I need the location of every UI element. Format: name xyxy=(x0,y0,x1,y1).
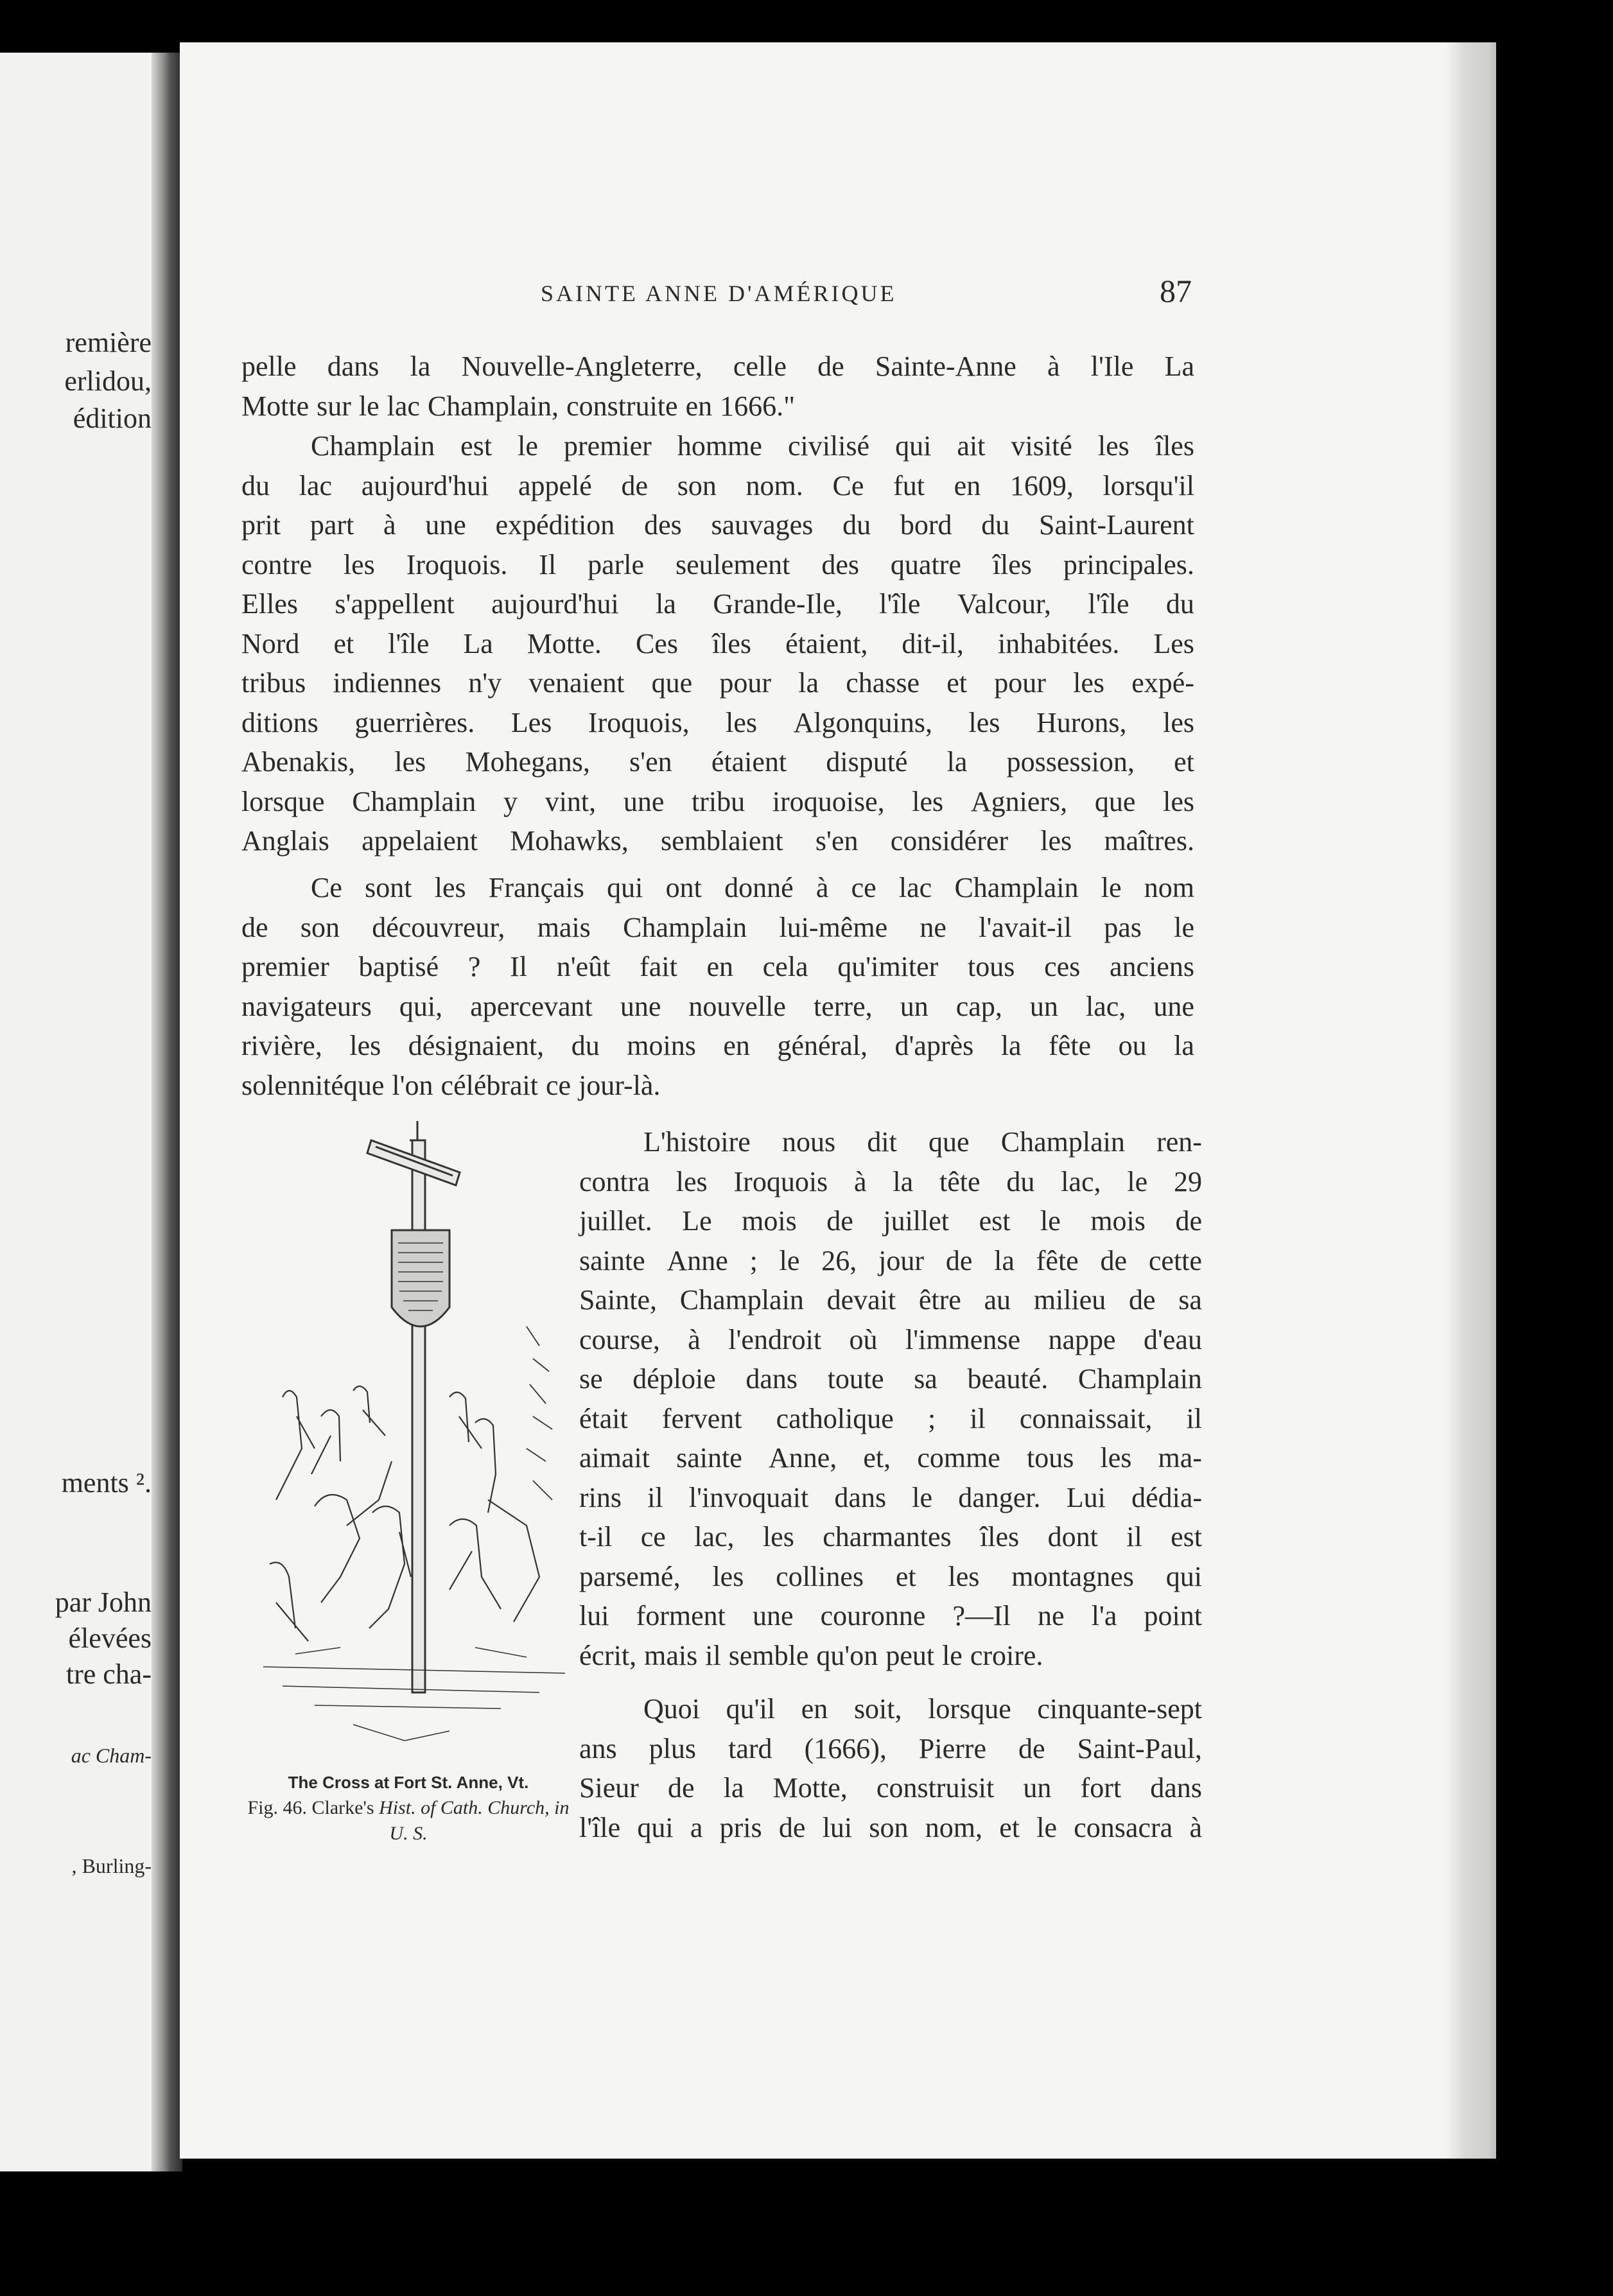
left-fragment: ac Cham- xyxy=(71,1744,152,1767)
left-fragment: erlidou, xyxy=(64,365,152,397)
caption-source: Hist. of Cath. Church, in U. S. xyxy=(379,1797,570,1844)
page-number: 87 xyxy=(1160,273,1192,309)
paragraph xyxy=(579,1689,1202,1847)
left-fragment: élevées xyxy=(68,1622,152,1654)
text-line: Elles s'appellent aujourd'hui la Grande-Ile, l'île Valcour, l'île du xyxy=(241,588,1194,620)
text-line: sainte Anne ; le 26, jour de la fête de cette xyxy=(579,1244,1202,1276)
text-line: se déploie dans toute sa beauté. Champlain xyxy=(579,1363,1202,1395)
text-line: L'histoire nous dit que Champlain ren- xyxy=(643,1126,1202,1158)
text-line: t-il ce lac, les charmantes îles dont il est xyxy=(579,1521,1202,1552)
text-line: prit part à une expédition des sauvages du bord du Saint-Laurent xyxy=(241,509,1194,541)
text-line: solennitéque l'on célébrait ce jour-là. xyxy=(241,1069,661,1101)
text-line: Sainte, Champlain devait être au milieu de sa xyxy=(579,1284,1202,1316)
text-line: Motte sur le lac Champlain, construite en 1666." xyxy=(241,390,796,422)
caption-prefix: Fig. 46. Clarke's xyxy=(247,1797,374,1818)
paragraph xyxy=(241,426,1194,861)
text-line: Champlain est le premier homme civilisé qui ait visité les îles xyxy=(311,430,1194,462)
text-line: rivière, les désignaient, du moins en général, d'après la fête ou la xyxy=(241,1030,1194,1061)
text-line: ditions guerrières. Les Iroquois, les Algonquins, les Hurons, les xyxy=(241,706,1194,738)
text-line: aimait sainte Anne, et, comme tous les ma- xyxy=(579,1442,1202,1474)
text-line: de son découvreur, mais Champlain lui-même ne l'avait-il pas le xyxy=(241,911,1194,943)
text-line: Sieur de la Motte, construisit un fort dans xyxy=(579,1772,1202,1804)
text-line: était fervent catholique ; il connaissait, il xyxy=(579,1402,1202,1434)
text-line: l'île qui a pris de lui son nom, et le consacra à xyxy=(579,1811,1202,1843)
text-line: parsemé, les collines et les montagnes qui xyxy=(579,1560,1202,1592)
page-edge xyxy=(1445,42,1496,2159)
figure-caption xyxy=(241,1770,575,1847)
left-fragment: ments ². xyxy=(61,1467,152,1499)
text-line: Ce sont les Français qui ont donné à ce lac Champlain le nom xyxy=(311,872,1194,903)
engraving-title: The Cross at Fort St. Anne, Vt. xyxy=(288,1773,529,1792)
text-line: navigateurs qui, apercevant une nouvelle terre, un cap, un lac, une xyxy=(241,990,1194,1022)
text-line: contre les Iroquois. Il parle seulement des quatre îles principales. xyxy=(241,548,1194,580)
left-facing-page xyxy=(0,53,152,2171)
paragraph xyxy=(241,868,1194,1105)
text-line: du lac aujourd'hui appelé de son nom. Ce fut en 1609, lorsqu'il xyxy=(241,469,1194,501)
text-line: ans plus tard (1666), Pierre de Saint-Paul, xyxy=(579,1732,1202,1764)
paragraph xyxy=(579,1122,1202,1675)
cross-engraving-illustration xyxy=(257,1115,571,1763)
text-line: Quoi qu'il en soit, lorsque cinquante-sept xyxy=(643,1693,1202,1725)
wrapped-text xyxy=(579,1122,1202,1847)
book-gutter xyxy=(152,53,182,2171)
text-line: rins il l'invoquait dans le danger. Lui dédia- xyxy=(579,1481,1202,1513)
text-line: premier baptisé ? Il n'eût fait en cela qu'imiter tous ces anciens xyxy=(241,951,1194,982)
text-line: Anglais appelaient Mohawks, semblaient s'en considérer les maîtres. xyxy=(241,825,1194,857)
text-line: écrit, mais il semble qu'on peut le croire. xyxy=(579,1639,1043,1671)
text-line: Abenakis, les Mohegans, s'en étaient disputé la possession, et xyxy=(241,746,1194,778)
left-fragment: remière xyxy=(65,327,152,358)
left-fragment: par John xyxy=(55,1587,152,1618)
text-line: lorsque Champlain y vint, une tribu iroquoise, les Agniers, que les xyxy=(241,785,1194,817)
text-line: pelle dans la Nouvelle-Angleterre, celle de Sainte-Anne à l'Ile La xyxy=(241,351,1194,382)
text-line: course, à l'endroit où l'immense nappe d'eau xyxy=(579,1323,1202,1355)
left-fragment: , Burling- xyxy=(71,1854,152,1877)
paragraph xyxy=(241,347,1194,426)
running-header: SAINTE ANNE D'AMÉRIQUE xyxy=(541,281,897,306)
text-line: tribus indiennes n'y venaient que pour la chasse et pour les expé- xyxy=(241,667,1194,699)
left-fragment: édition xyxy=(73,403,152,434)
text-line: juillet. Le mois de juillet est le mois de xyxy=(579,1205,1202,1237)
text-line: contra les Iroquois à la tête du lac, le 29 xyxy=(579,1165,1202,1197)
text-line: Nord et l'île La Motte. Ces îles étaient, dit-il, inhabitées. Les xyxy=(241,627,1194,659)
left-fragment: tre cha- xyxy=(65,1658,152,1690)
text-line: lui forment une couronne ?—Il ne l'a point xyxy=(579,1600,1202,1631)
